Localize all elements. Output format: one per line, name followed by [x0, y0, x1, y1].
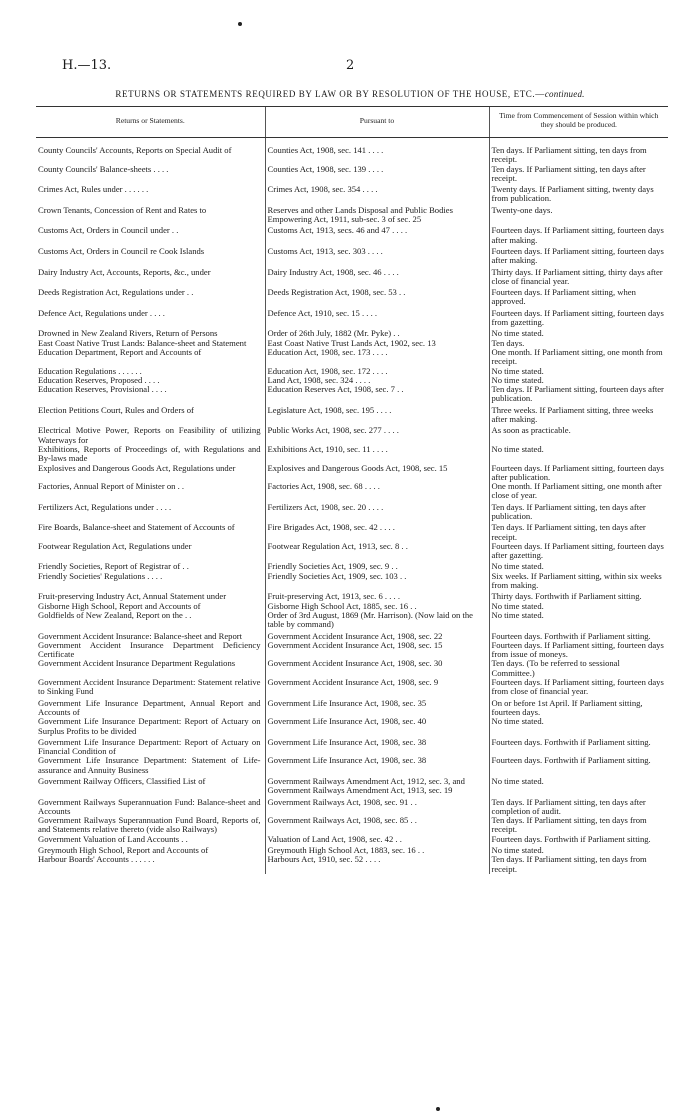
table-row — [36, 138, 668, 165]
table-row — [36, 247, 668, 266]
pursuant-cell: Education Act, 1908, sec. 172 . . . . — [265, 367, 489, 376]
table-row — [36, 309, 668, 328]
table-row — [36, 348, 668, 367]
time-cell: Fourteen days. If Parliament sitting, when approved. — [489, 288, 668, 307]
pursuant-cell: Dairy Industry Act, 1908, sec. 46 . . . . — [265, 268, 489, 287]
pursuant-cell: Government Life Insurance Act, 1908, sec. 35 — [265, 699, 489, 718]
table-row — [36, 464, 668, 483]
returns-cell: Friendly Societies, Report of Registrar of . . — [38, 561, 189, 572]
pursuant-cell: Harbours Act, 1910, sec. 52 . . . . — [265, 855, 489, 874]
pursuant-cell: Government Accident Insurance Act, 1908, sec. 22 — [265, 632, 489, 641]
time-cell: Ten days. (To be referred to sessional Committee.) — [489, 659, 668, 678]
pursuant-cell: Fire Brigades Act, 1908, sec. 42 . . . . — [265, 523, 489, 542]
pursuant-cell: Counties Act, 1908, sec. 141 . . . . — [265, 138, 489, 165]
time-cell: Ten days. If Parliament sitting, ten days from receipt. — [489, 816, 668, 835]
returns-table — [36, 106, 668, 874]
pursuant-cell: Fruit-preserving Act, 1913, sec. 6 . . . . — [265, 592, 489, 601]
returns-cell: Fertilizers Act, Regulations under . . . . — [38, 501, 172, 512]
time-cell: On or before 1st April. If Parliament sitting, fourteen days. — [489, 699, 668, 718]
document-reference: H.—13. — [62, 58, 112, 73]
table-row — [36, 678, 668, 697]
pursuant-cell: Friendly Societies Act, 1909, sec. 9 . . — [265, 562, 489, 571]
pursuant-cell: Gisborne High School Act, 1885, sec. 16 . . — [265, 602, 489, 611]
time-cell: Ten days. If Parliament sitting, ten days from receipt. — [489, 138, 668, 165]
returns-cell: Customs Act, Orders in Council re Cook Islands — [38, 245, 205, 256]
time-cell: No time stated. — [489, 611, 668, 630]
time-cell: Ten days. If Parliament sitting, ten days after receipt. — [489, 165, 668, 184]
pursuant-cell: Order of 3rd August, 1869 (Mr. Harrison). (Now laid on the table by command) — [265, 611, 489, 630]
table-row — [36, 835, 668, 844]
column-header-time: Time from Commencement of Session within which they should be produced. — [489, 107, 668, 138]
table-row — [36, 445, 668, 464]
pursuant-cell: Defence Act, 1910, sec. 15 . . . . — [265, 309, 489, 328]
returns-cell: Government Life Insurance Department, Annual Report and Accounts of — [38, 697, 261, 717]
time-cell: Fourteen days. If Parliament sitting, fourteen days from close of financial year. — [489, 678, 668, 697]
pursuant-cell: Counties Act, 1908, sec. 139 . . . . — [265, 165, 489, 184]
returns-cell: Drowned in New Zealand Rivers, Return of Persons — [38, 328, 218, 339]
time-cell: Fourteen days. Forthwith if Parliament sitting. — [489, 738, 668, 757]
time-cell: Fourteen days. Forthwith if Parliament sitting. — [489, 835, 668, 844]
time-cell: Ten days. If Parliament sitting, ten days after publication. — [489, 503, 668, 522]
returns-cell: Factories, Annual Report of Minister on . . — [38, 481, 185, 492]
pursuant-cell: Deeds Registration Act, 1908, sec. 53 . . — [265, 288, 489, 307]
time-cell: One month. If Parliament sitting, one month after close of year. — [489, 482, 668, 501]
returns-cell: Crimes Act, Rules under . . . . . . — [38, 184, 149, 195]
returns-cell: East Coast Native Trust Lands: Balance-sheet and Statement — [38, 337, 247, 348]
pursuant-cell: Education Reserves Act, 1908, sec. 7 . . — [265, 385, 489, 404]
returns-cell: Government Railway Officers, Classified List of — [38, 776, 206, 786]
pursuant-cell: Fertilizers Act, 1908, sec. 20 . . . . — [265, 503, 489, 522]
returns-cell: Government Life Insurance Department: Statement of Life-assurance and Annuity Business — [38, 755, 261, 775]
pursuant-cell: Public Works Act, 1908, sec. 277 . . . . — [265, 426, 489, 445]
table-row — [36, 777, 668, 796]
table-row — [36, 855, 668, 874]
title-continued: continued. — [544, 89, 585, 99]
returns-cell: Government Accident Insurance: Balance-sheet and Report — [38, 630, 243, 641]
pursuant-cell: Footwear Regulation Act, 1913, sec. 8 . . — [265, 542, 489, 561]
pursuant-cell: Crimes Act, 1908, sec. 354 . . . . — [265, 185, 489, 204]
title-main: RETURNS OR STATEMENTS REQUIRED BY LAW OR BY RESOLUTION OF THE HOUSE, ETC.— — [115, 89, 545, 99]
table-row — [36, 641, 668, 660]
time-cell: Thirty days. If Parliament sitting, thirty days after close of financial year. — [489, 268, 668, 287]
page-mark — [436, 1107, 440, 1111]
time-cell: Fourteen days. If Parliament sitting, fourteen days after gazetting. — [489, 542, 668, 561]
time-cell: No time stated. — [489, 777, 668, 796]
returns-cell: Education Department, Report and Accounts of — [38, 346, 202, 357]
pursuant-cell: Reserves and other Lands Disposal and Public Bodies Empowering Act, 1911, sub-sec. 3 of sec. 25 — [265, 206, 489, 225]
time-cell: Fourteen days. If Parliament sitting, fourteen days after publication. — [489, 464, 668, 483]
returns-cell: County Councils' Accounts, Reports on Special Audit of — [38, 145, 232, 155]
table-row — [36, 268, 668, 287]
returns-cell: Government Accident Insurance Department Regulations — [38, 658, 236, 669]
time-cell: Six weeks. If Parliament sitting, within six weeks from making. — [489, 572, 668, 591]
returns-cell: Education Regulations . . . . . . — [38, 365, 142, 376]
table-row — [36, 659, 668, 678]
returns-cell: Fruit-preserving Industry Act, Annual Statement under — [38, 591, 227, 602]
returns-cell: Dairy Industry Act, Accounts, Reports, &c., under — [38, 266, 211, 277]
table-row — [36, 798, 668, 817]
pursuant-cell: Legislature Act, 1908, sec. 195 . . . . — [265, 406, 489, 425]
column-header-returns: Returns or Statements. — [36, 107, 265, 138]
time-cell: As soon as practicable. — [489, 426, 668, 445]
table-row — [36, 288, 668, 307]
page-mark — [238, 22, 242, 26]
time-cell: No time stated. — [489, 376, 668, 385]
returns-cell: Electrical Motive Power, Reports on Feasibility of utilizing Waterways for — [38, 425, 261, 445]
table-row — [36, 406, 668, 425]
returns-cell: Harbour Boards' Accounts . . . . . . — [38, 854, 155, 865]
table-body — [36, 138, 668, 874]
returns-cell: Exhibitions, Reports of Proceedings of, with Regulations and By-laws made — [38, 443, 261, 464]
returns-cell: Government Life Insurance Department: Report of Actuary on Financial Condition of — [38, 736, 261, 757]
table-row — [36, 816, 668, 835]
returns-cell: Explosives and Dangerous Goods Act, Regulations under — [38, 462, 236, 473]
returns-cell: Government Accident Insurance Department: Statement relative to Sinking Fund — [38, 677, 261, 697]
pursuant-cell: Government Accident Insurance Act, 1908, sec. 30 — [265, 659, 489, 678]
time-cell: Fourteen days. Forthwith if Parliament sitting. — [489, 632, 668, 641]
table-row — [36, 165, 668, 184]
table-row — [36, 206, 668, 225]
pursuant-cell: Government Railways Amendment Act, 1912, sec. 3, and Government Railways Amendment Act, 1913, sec. 19 — [265, 777, 489, 796]
pursuant-cell: Government Accident Insurance Act, 1908, sec. 15 — [265, 641, 489, 660]
pursuant-cell: Government Life Insurance Act, 1908, sec. 38 — [265, 756, 489, 775]
returns-cell: Friendly Societies' Regulations . . . . — [38, 570, 163, 581]
returns-cell: Gisborne High School, Report and Accounts of — [38, 600, 201, 611]
time-cell: Ten days. If Parliament sitting, ten days from receipt. — [489, 855, 668, 874]
time-cell: Twenty-one days. — [489, 206, 668, 225]
returns-cell: Fire Boards, Balance-sheet and Statement of Accounts of — [38, 522, 235, 533]
time-cell: No time stated. — [489, 445, 668, 464]
pursuant-cell: Government Accident Insurance Act, 1908, sec. 9 — [265, 678, 489, 697]
returns-cell: Crown Tenants, Concession of Rent and Rates to — [38, 204, 207, 215]
pursuant-cell: Education Act, 1908, sec. 173 . . . . — [265, 348, 489, 367]
returns-cell: Election Petitions Court, Rules and Orders of — [38, 404, 194, 415]
time-cell: No time stated. — [489, 846, 668, 855]
pursuant-cell: Friendly Societies Act, 1909, sec. 103 . . — [265, 572, 489, 591]
table-row — [36, 699, 668, 718]
returns-cell: Defence Act, Regulations under . . . . — [38, 307, 165, 318]
returns-cell: Greymouth High School, Report and Accounts of — [38, 845, 209, 856]
pursuant-cell: Factories Act, 1908, sec. 68 . . . . — [265, 482, 489, 501]
pursuant-cell: Government Life Insurance Act, 1908, sec. 38 — [265, 738, 489, 757]
table-row — [36, 482, 668, 501]
returns-table-container — [36, 106, 668, 874]
column-header-pursuant: Pursuant to — [265, 107, 489, 138]
pursuant-cell: Government Railways Act, 1908, sec. 91 . . — [265, 798, 489, 817]
pursuant-cell: Land Act, 1908, sec. 324 . . . . — [265, 376, 489, 385]
pursuant-cell: Order of 26th July, 1882 (Mr. Pyke) . . — [265, 329, 489, 338]
table-row — [36, 503, 668, 522]
returns-cell: Government Railways Superannuation Fund: Balance-sheet and Accounts — [38, 796, 261, 816]
returns-cell: Government Valuation of Land Accounts . . — [38, 833, 188, 844]
table-header-row — [36, 107, 668, 138]
page-title — [40, 89, 660, 99]
pursuant-cell: Customs Act, 1913, secs. 46 and 47 . . . . — [265, 226, 489, 245]
returns-cell: Education Reserves, Proposed . . . . — [38, 374, 160, 385]
table-row — [36, 572, 668, 591]
time-cell: Three weeks. If Parliament sitting, three weeks after making. — [489, 406, 668, 425]
pursuant-cell: Exhibitions Act, 1910, sec. 11 . . . . — [265, 445, 489, 464]
returns-cell: Government Life Insurance Department: Report of Actuary on Surplus Profits to be divided — [38, 716, 261, 736]
time-cell: No time stated. — [489, 367, 668, 376]
time-cell: Ten days. If Parliament sitting, ten days after receipt. — [489, 523, 668, 542]
returns-cell: Goldfields of New Zealand, Report on the . . — [38, 609, 192, 620]
time-cell: No time stated. — [489, 717, 668, 736]
table-row — [36, 426, 668, 445]
time-cell: Thirty days. Forthwith if Parliament sitting. — [489, 592, 668, 601]
time-cell: Ten days. If Parliament sitting, ten days after completion of audit. — [489, 798, 668, 817]
page-number: 2 — [346, 58, 355, 73]
time-cell: Fourteen days. If Parliament sitting, fourteen days from issue of moneys. — [489, 641, 668, 660]
table-row — [36, 226, 668, 245]
returns-cell: County Councils' Balance-sheets . . . . — [38, 163, 169, 174]
returns-cell: Customs Act, Orders in Council under . . — [38, 225, 179, 236]
returns-cell: Footwear Regulation Act, Regulations under — [38, 540, 192, 551]
time-cell: No time stated. — [489, 562, 668, 571]
time-cell: Fourteen days. If Parliament sitting, fourteen days after making. — [489, 247, 668, 266]
returns-cell: Deeds Registration Act, Regulations under . . — [38, 287, 194, 298]
table-row — [36, 611, 668, 630]
pursuant-cell: Government Railways Act, 1908, sec. 85 . . — [265, 816, 489, 835]
table-row — [36, 738, 668, 757]
time-cell: Ten days. If Parliament sitting, fourteen days after publication. — [489, 385, 668, 404]
time-cell: Fourteen days. If Parliament sitting, fourteen days after making. — [489, 226, 668, 245]
table-row — [36, 717, 668, 736]
returns-cell: Government Railways Superannuation Fund Board, Reports of, and Statements relative thereto (vide also Railways) — [38, 815, 261, 835]
returns-cell: Education Reserves, Provisional . . . . — [38, 384, 167, 395]
time-cell: Fourteen days. Forthwith if Parliament sitting. — [489, 756, 668, 775]
time-cell: Twenty days. If Parliament sitting, twenty days from publication. — [489, 185, 668, 204]
time-cell: No time stated. — [489, 329, 668, 338]
time-cell: Fourteen days. If Parliament sitting, fourteen days from gazetting. — [489, 309, 668, 328]
pursuant-cell: Valuation of Land Act, 1908, sec. 42 . . — [265, 835, 489, 844]
time-cell: No time stated. — [489, 602, 668, 611]
time-cell: Ten days. — [489, 339, 668, 348]
pursuant-cell: East Coast Native Trust Lands Act, 1902, sec. 13 — [265, 339, 489, 348]
table-row — [36, 385, 668, 404]
table-row — [36, 756, 668, 775]
pursuant-cell: Customs Act, 1913, sec. 303 . . . . — [265, 247, 489, 266]
table-row — [36, 523, 668, 542]
pursuant-cell: Greymouth High School Act, 1883, sec. 16 . . — [265, 846, 489, 855]
pursuant-cell: Explosives and Dangerous Goods Act, 1908, sec. 15 — [265, 464, 489, 483]
table-row — [36, 185, 668, 204]
pursuant-cell: Government Life Insurance Act, 1908, sec. 40 — [265, 717, 489, 736]
time-cell: One month. If Parliament sitting, one month from receipt. — [489, 348, 668, 367]
table-row — [36, 542, 668, 561]
returns-cell: Government Accident Insurance Department Deficiency Certificate — [38, 639, 261, 660]
